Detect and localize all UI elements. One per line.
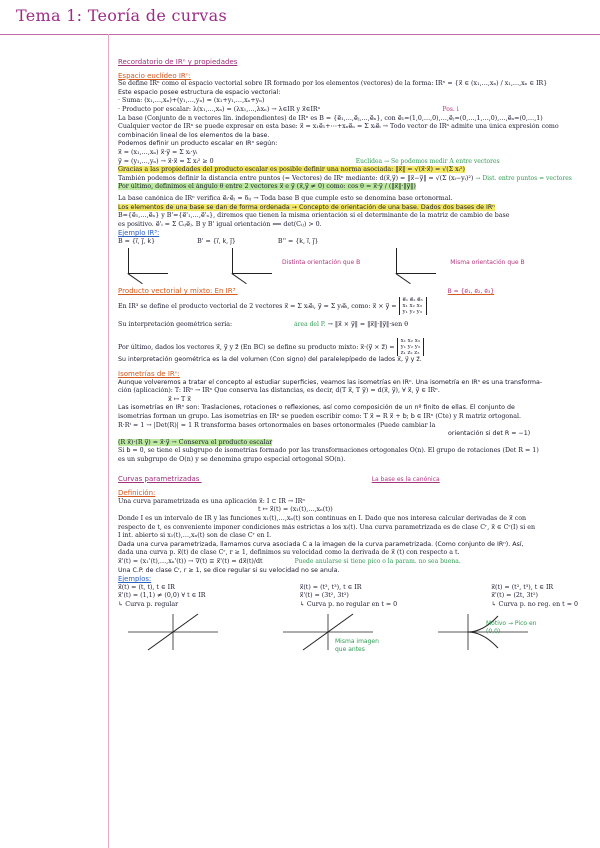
axes-diagram [222, 246, 276, 278]
text-line: En IR³ se define el producto vectorial de 2 vectores x⃗ = Σ xᵢe⃗ᵢ, y⃗ = Σ yᵢe⃗ᵢ, como: x⃗ × y⃗ = e⃗₁ e⃗₂ e⃗₃ x₁ x₂ x₃ y₁ y₂ y₃ [118, 297, 590, 316]
text-line: Por último, definimos el ángulo θ entre 2 vectores x⃗ e y⃗ (x⃗,y⃗ ≠ 0) como: cos θ = x⃗·y⃗ / (‖x⃗‖·‖y⃗‖) [118, 183, 416, 191]
text-line: Gracias a las propiedades del producto escalar es posible definir una norma asociada: ‖x⃗‖ = √(x⃗·x⃗) = √(Σ xᵢ²) [118, 166, 465, 174]
subsection-definicion: Definición: [118, 489, 156, 498]
text-line: Una curva parametrizada es una aplicación x⃗: I ⊂ IR → IRⁿ [118, 497, 306, 505]
notes-content [118, 54, 590, 652]
example-axes-row [118, 246, 590, 282]
text-line: Una C.P. de clase Cʳ, r ≥ 1, se dice regular si su velocidad no se anula. [118, 566, 340, 574]
text-line: dada una curva p. x⃗(t) de clase Cʳ, r ≥ 1, definimos su velocidad como la derivada de x⃗ (t) con respecto a t. [118, 549, 460, 557]
text-line: respecto de t, es conveniente imponer condiciones más estrictas a los xᵢ(t). Una curva parametrizada es de clase Cʳ, x⃗ ∈ Cʳ(I) si en [118, 523, 536, 531]
text-line: I int. abierto si x₁(t),…,xₙ(t) son de clase Cʳ en I. [118, 532, 272, 540]
text-line: x⃗ ↦ T x⃗ [168, 395, 191, 403]
text-line: Por último, dados los vectores x⃗, y⃗ y z⃗ (En BC) se define su producto mixto: x⃗·(y⃗ × z⃗) = x₁ x₂ x₃ y₁ y₂ y₃ z₁ z₂ z₃ [118, 338, 590, 357]
note-misma-imagen: Misma imagen que antes [335, 637, 379, 654]
title-divider [0, 34, 600, 35]
text-line: (R x⃗)·(R y⃗) = x⃗·y⃗ → Conserva el producto escalar [118, 438, 273, 446]
text-line: Dada una curva parametrizada, llamamos curva asociada C a la imagen de la curva parametrizada. (Como conjunto de IRⁿ). Así, [118, 540, 524, 548]
text-line: B={e⃗₁,…,e⃗ₙ} y B'={e⃗'₁,…,e⃗'ₙ}, diremos que tienen la misma orientación si el determinante de la matriz de cambio de base [118, 212, 510, 220]
text-line: La base (Conjunto de n vectores lin. independientes) de IRⁿ es B = {e⃗₁,…,e⃗ⱼ,…,e⃗ₙ}, con e⃗₁=(1,0,…,0),…,e⃗ⱼ=(0,…,1,…,0),…,e⃗ₙ=(0,…,1) [118, 114, 543, 122]
text-line: Su interpretación geométrica es la del volumen (Con signo) del paralelepípedo de lados x⃗, y⃗ y z⃗. [118, 356, 422, 364]
text-line: Las isometrías en IRⁿ son: Traslaciones, rotaciones o reflexiones, así como composición de un nº finito de ellas. El conjunto de [118, 404, 515, 412]
subsection-espacio-euclideo: Espacio euclídeo IRⁿ: [118, 71, 191, 80]
graph-line [118, 612, 228, 652]
text-line: Cualquier vector de IRⁿ se puede expresar en esta base: x⃗ = x₁e⃗₁+⋯+xₙe⃗ₙ = Σ xᵢe⃗ᵢ → Todo vector de IRⁿ admite una única expresión como [118, 123, 559, 131]
example-graphs-row [118, 612, 578, 652]
text-line: x⃗ = (x₁,…,xₙ) x⃗·y⃗ = Σ xᵢ·yᵢ [118, 148, 198, 156]
example-heading: Ejemplo IR³: [118, 229, 160, 238]
example-2: x⃗(t) = (t³, t³), t ∈ IR x⃗'(t) = (3t², 3t²) ↳ Curva p. no regular en t = 0 [299, 583, 398, 608]
text-line: Su interpretación geométrica sería: área del P. → ‖x⃗ × y⃗‖ = ‖x⃗‖·‖y⃗‖·sen θ [118, 321, 409, 329]
text-line: es un subgrupo de O(n) y se denomina grupo especial ortogonal SO(n). [118, 456, 346, 463]
axes-diagram [386, 246, 440, 278]
text-line: orientación si det R = −1) [448, 430, 531, 438]
text-line: t ↦ x⃗(t) = (x₁(t),…,xₙ(t)) [258, 506, 333, 514]
section-heading-curvas: Curvas parametrizadas La base es la canónica [118, 474, 440, 483]
examples-row [118, 584, 578, 610]
example-1: x⃗(t) = (t, t), t ∈ IR x⃗'(t) = (1,1) ≠ (0,0) ∀ t ∈ IR ↳ Curva p. regular [118, 583, 206, 608]
text-line: Se define IRⁿ como el espacio vectorial sobre IR formado por los elementos (vectores) de la forma: IRⁿ = {x⃗ ∈ (x₁,…,xₙ) / x₁,…,xₙ ∈ IR} [118, 80, 548, 88]
note-distinta: Distinta orientación que B [282, 259, 361, 267]
section-heading-recordatorio: Recordatorio de IRⁿ y propiedades [118, 58, 238, 66]
text-line: combinación lineal de los elementos de la base. [118, 131, 270, 139]
graph-line-2 [273, 612, 383, 652]
text-line: También podemos definir la distancia entre puntos (= Vectores) de IRⁿ mediante: d(x⃗,y⃗) = ‖x⃗−y⃗‖ = √(Σ (xᵢ−yᵢ)²) → Dist. entre puntos = vectores [118, 174, 572, 182]
examples-heading: Ejemplos: [118, 575, 152, 584]
cross-product-matrix: e⃗₁ e⃗₂ e⃗₃ x₁ x₂ x₃ y₁ y₂ y₃ [399, 297, 427, 316]
subsection-producto-vectorial: Producto vectorial y mixto: En IR³ B = {e⃗₁, e⃗₂, e⃗₃} [118, 287, 495, 296]
example-3: x⃗(t) = (t², t³), t ∈ IR x⃗'(t) = (2t, 3t²) ↳ Curva p. no reg. en t = 0 [491, 583, 578, 608]
example-bases: B = {i⃗, j⃗, k⃗} B' = {i⃗, k⃗, j⃗} B'' = {k⃗, i⃗, j⃗} [118, 237, 319, 245]
text-line: Si b⃗ = 0, se tiene el subgrupo de isometrías formado por las transformaciones ortogonales O(n). El grupo de rotaciones (Det R = 1) [118, 447, 539, 455]
note-misma: Misma orientación que B [450, 259, 525, 267]
margin-line [108, 34, 109, 848]
text-line: Donde I es un intervalo de IR y las funciones x₁(t),…,xₙ(t) son continuas en I. Dado que nos interesa calcular derivadas de x⃗ con [118, 514, 527, 522]
axes-diagram [118, 246, 172, 278]
text-line: es positivo. e⃗'ᵢ = Σ Cᵢⱼe⃗ⱼ. B y B' igual orientación ⟺ det(Cᵢⱼ) > 0. [118, 220, 322, 228]
text-line: · Suma: (x₁,…,xₙ)+(y₁,…,yₙ) = (x₁+y₁,…,xₙ+yₙ) [118, 97, 265, 105]
text-line: La base canónica de IRⁿ verifica e⃗ᵢ·e⃗ⱼ = δᵢⱼ → Toda base B que cumple esto se denomina base ortonormal. [118, 194, 453, 202]
page-title: Tema 1: Teoría de curvas [16, 6, 227, 25]
text-line: R·Rᵗ = 1 → |Det(R)| = 1 R transforma bases ortonormales en bases ortonormales (Puede cambiar la [118, 421, 436, 429]
text-line: Los elementos de una base se dan de forma ordenada → Concepto de orientación de una base. Dados dos bases de IRⁿ [118, 203, 495, 211]
text-line: x⃗'(t) = (x₁'(t),…,xₙ'(t)) → ∇(t) ≡ x⃗'(t) = dx⃗(t)/dt Puede anularse si tiene pico o la param. no sea buena. [118, 557, 461, 565]
text-line: Este espacio posee estructura de espacio vectorial: [118, 88, 281, 96]
text-line: isometrías forman un grupo. Las isometrías en IRⁿ se pueden escribir como: T x⃗ = R x⃗ + b⃗; b⃗ ∈ IRⁿ (Cte) y R matriz ortogonal. [118, 413, 522, 421]
mixed-product-matrix: x₁ x₂ x₃ y₁ y₂ y₃ z₁ z₂ z₃ [397, 338, 424, 357]
subsection-isometrias: Isometrías de IRⁿ: [118, 370, 180, 379]
graph-cusp [428, 612, 538, 652]
text-line: Podemos definir un producto escalar en IRⁿ según: [118, 140, 278, 148]
text-line: Aunque volveremos a tratar el concepto al estudiar superficies, veamos las isometrías en IRⁿ. Una isometría en IRⁿ es una transforma- [118, 378, 543, 386]
text-line: · Producto por escalar: λ(x₁,…,xₙ) = (λx₁,…,λxₙ) → λ∈IR y x⃗∈IRⁿ Pos. i [118, 105, 459, 113]
text-line: ción (aplicación): T: IRⁿ → IRⁿ Que conserva las distancias, es decir, d(T x⃗, T y⃗) = d(x⃗, y⃗), ∀ x⃗, y⃗ ∈ IRⁿ. [118, 387, 440, 395]
text-line: y⃗ = (y₁,…,yₙ) → x⃗·x⃗ = Σ xᵢ² ≥ 0 Euclídea → Se podemos medir Â entre vectores [118, 157, 500, 165]
note-motivo: Motivo → Pico en (0,0) [486, 619, 537, 636]
